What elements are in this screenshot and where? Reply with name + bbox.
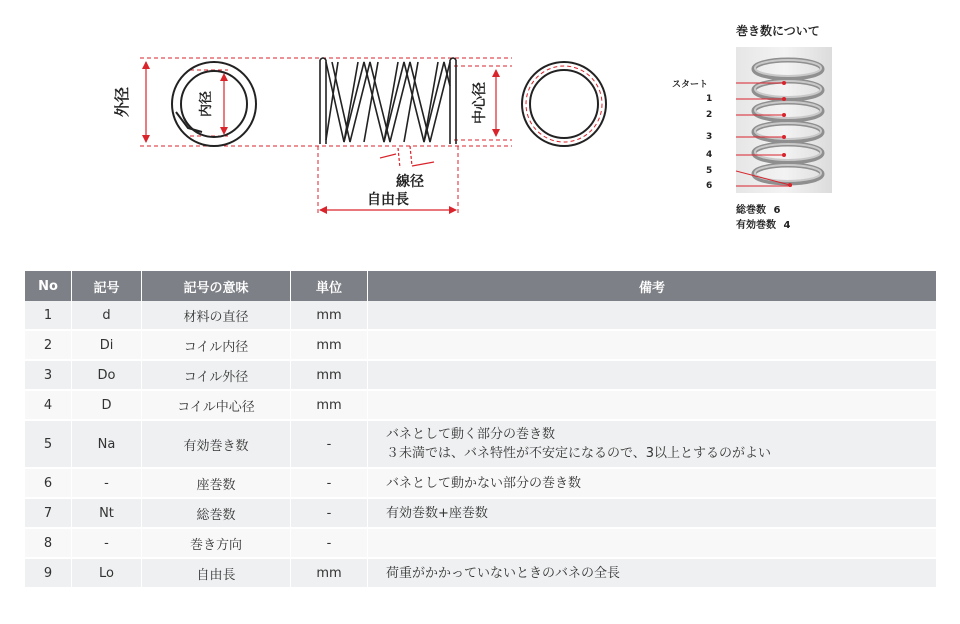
table-row [25, 421, 936, 469]
cell-meaning: コイル外径 [142, 361, 291, 391]
wire-diameter-dimension [380, 146, 434, 168]
outer-diameter-label: 外径 [113, 86, 131, 118]
cell-meaning: コイル内径 [142, 331, 291, 361]
cell-meaning: 材料の直径 [142, 301, 291, 331]
spring-end-view-right [522, 62, 606, 146]
cell-unit: - [291, 499, 368, 529]
coil-start-label: スタート [672, 80, 709, 90]
spring-side-view [320, 58, 456, 144]
table-header-row [25, 271, 936, 301]
cell-notes [368, 331, 936, 361]
cell-meaning: コイル中心径 [142, 391, 291, 421]
note-line: ３未満では、バネ特性が不安定になるので、3以上とするのがよい [386, 446, 772, 461]
total-turns-value: 6 [773, 205, 781, 216]
cell-no: 8 [25, 529, 72, 559]
wire-diameter-label: 線径 [396, 174, 424, 190]
cell-meaning: 巻き方向 [142, 529, 291, 559]
note-line: 荷重がかかっていないときのバネの全長 [386, 565, 621, 581]
cell-notes [368, 301, 936, 331]
table-body [25, 301, 936, 589]
coil-turn-1: 1 [706, 94, 713, 104]
cell-symbol: Do [72, 361, 142, 391]
cell-no: 9 [25, 559, 72, 589]
note-line: 有効巻数+座巻数 [386, 505, 488, 521]
cell-unit: - [291, 421, 368, 469]
note-line: バネとして動かない部分の巻き数 [386, 475, 582, 491]
cell-unit: mm [291, 559, 368, 589]
cell-no: 5 [25, 421, 72, 469]
cell-unit: mm [291, 391, 368, 421]
cell-notes [368, 391, 936, 421]
cell-symbol: Di [72, 331, 142, 361]
cell-notes [368, 559, 936, 589]
spring-end-view-left [172, 62, 256, 146]
header-notes: 備考 [368, 271, 936, 301]
cell-no: 4 [25, 391, 72, 421]
cell-meaning: 自由長 [142, 559, 291, 589]
cell-unit: mm [291, 301, 368, 331]
total-turns [736, 201, 780, 216]
table-row [25, 331, 936, 361]
cell-meaning: 有効巻き数 [142, 421, 291, 469]
table-row [25, 301, 936, 331]
coil-turn-6: 6 [706, 181, 713, 191]
cell-symbol: Lo [72, 559, 142, 589]
header-meaning: 記号の意味 [142, 271, 291, 301]
cell-unit: mm [291, 361, 368, 391]
table-row [25, 361, 936, 391]
coil-turn-2: 2 [706, 110, 713, 120]
table-row [25, 499, 936, 529]
free-length-label: 自由長 [367, 192, 409, 208]
cell-no: 1 [25, 301, 72, 331]
note-line: バネとして動く部分の巻き数 [386, 427, 556, 442]
cell-no: 6 [25, 469, 72, 499]
cell-unit: - [291, 469, 368, 499]
coil-photo-title: 巻き数について [736, 24, 820, 38]
mean-diameter-label: 中心径 [472, 82, 488, 124]
cell-symbol: - [72, 529, 142, 559]
cell-notes [368, 499, 936, 529]
cell-notes [368, 361, 936, 391]
table-row [25, 469, 936, 499]
active-turns [736, 216, 790, 231]
table-row [25, 391, 936, 421]
cell-unit: - [291, 529, 368, 559]
table-row [25, 529, 936, 559]
cell-symbol: Nt [72, 499, 142, 529]
cell-symbol: Na [72, 421, 142, 469]
coil-turn-3: 3 [706, 132, 713, 142]
cell-meaning: 座巻数 [142, 469, 291, 499]
coil-turn-5: 5 [706, 166, 713, 176]
table-row [25, 559, 936, 589]
cell-symbol: d [72, 301, 142, 331]
spring-spec-table [25, 271, 936, 589]
cell-notes [368, 421, 936, 469]
cell-no: 7 [25, 499, 72, 529]
cell-symbol: - [72, 469, 142, 499]
cell-no: 3 [25, 361, 72, 391]
header-symbol: 記号 [72, 271, 142, 301]
total-turns-label: 総巻数 [736, 205, 766, 216]
cell-notes [368, 469, 936, 499]
cell-meaning: 総巻数 [142, 499, 291, 529]
coil-photo [736, 47, 832, 193]
cell-no: 2 [25, 331, 72, 361]
active-turns-value: 4 [783, 220, 791, 231]
coil-turn-4: 4 [706, 150, 713, 160]
header-unit: 単位 [291, 271, 368, 301]
inner-diameter-label: 内径 [199, 90, 214, 118]
coil-photo-image [736, 47, 832, 193]
active-turns-label: 有効巻数 [736, 220, 776, 231]
cell-symbol: D [72, 391, 142, 421]
cell-notes [368, 529, 936, 559]
cell-unit: mm [291, 331, 368, 361]
header-no: No [25, 271, 72, 301]
